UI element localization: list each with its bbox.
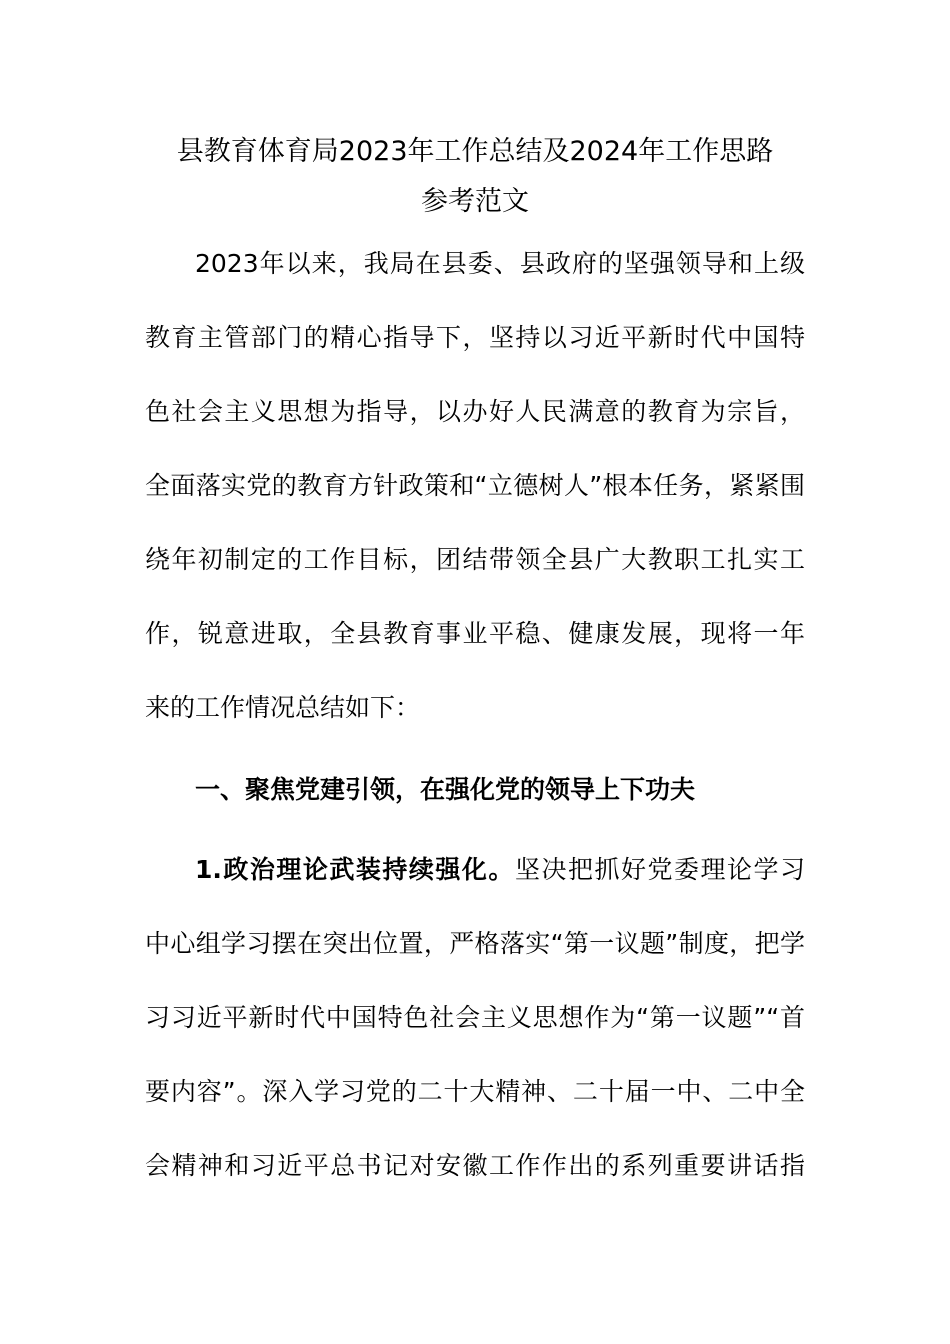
intro-line-2: 教育主管部门的精心指导下，坚持以习近平新时代中国特 [145,323,805,352]
subsection-line-4: 要内容”。深入学习党的二十大精神、二十届一中、二中全 [145,1077,805,1106]
subsection-line-3: 习习近平新时代中国特色社会主义思想作为“第一议题”“首 [145,1003,805,1032]
intro-line-4: 全面落实党的教育方针政策和“立德树人”根本任务，紧紧围 [145,471,805,500]
subsection-first-line [195,852,805,888]
document-title-line-1: 县教育体育局2023年工作总结及2024年工作思路 [176,136,774,167]
subsection-first-line-rest: 坚决把抓好党委理论学习 [514,855,805,884]
intro-line-5: 绕年初制定的工作目标，团结带领全县广大教职工扎实工 [145,545,805,574]
subsection-line-5: 会精神和习近平总书记对安徽工作作出的系列重要讲话指 [145,1151,805,1180]
intro-line-7: 来的工作情况总结如下： [145,693,421,722]
intro-line-3: 色社会主义思想为指导，以办好人民满意的教育为宗旨， [145,397,805,426]
intro-line-1: 2023年以来，我局在县委、县政府的坚强领导和上级 [195,249,805,278]
section-heading: 一、聚焦党建引领，在强化党的领导上下功夫 [195,775,696,804]
intro-line-6: 作，锐意进取，全县教育事业平稳、健康发展，现将一年 [145,619,805,648]
subsection-line-2: 中心组学习摆在突出位置，严格落实“第一议题”制度，把学 [145,929,805,958]
subsection-bold-lead: 1.政治理论武装持续强化。 [195,855,515,884]
document-title-line-2: 参考范文 [421,186,529,217]
